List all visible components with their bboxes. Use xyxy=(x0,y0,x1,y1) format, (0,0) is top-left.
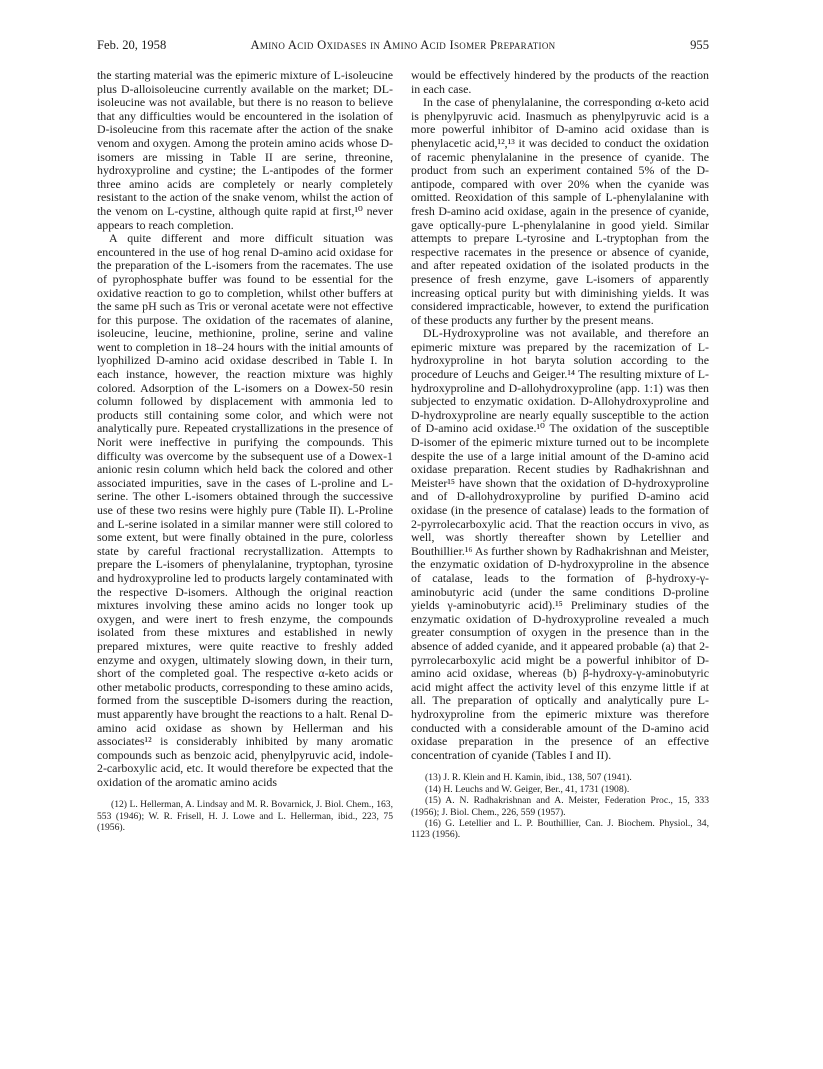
right-column xyxy=(411,69,709,841)
left-column xyxy=(97,69,393,834)
running-header xyxy=(97,38,709,56)
paragraph: DL-Hydroxyproline was not available, and therefore an epimeric mixture was prepared by the racemization of L-hydroxyproline in hot baryta solution according to the procedure of Leuchs and Geiger.¹⁴ The resulting mixture of L-hydroxyproline and D-allohydroxyproline (app. 1:1) was then subjected to enzymatic oxidation. D-Allohydroxyproline and D-hydroxyproline are nearly equally susceptible to the action of D-amino acid oxidase.¹⁰ The oxidation of the susceptible D-isomer of the epimeric mixture turned out to be incomplete despite the use of a large initial amount of the D-amino acid oxidase preparation. Recent studies by Radhakrishnan and Meister¹⁵ have shown that the oxidation of D-hydroxyproline and of D-allohydroxyproline by purified D-amino acid oxidase (in the presence of catalase) leads to the formation of 2-pyrrolecarboxylic acid. That the reaction occurs in vivo, as well, was shortly thereafter shown by Letellier and Bouthillier.¹⁶ As further shown by Radhakrishnan and Meister, the enzymatic oxidation of D-hydroxyproline in the absence of catalase, leads to the formation of β-hydroxy-γ-aminobutyric acid (under the same conditions D-proline yields γ-aminobutyric acid).¹⁵ Preliminary studies of the enzymatic oxidation of D-hydroxyproline revealed a much greater consumption of oxygen in the presence than in the absence of added cyanide, and it appeared probable (a) that 2-pyrrolecarboxylic acid might be a powerful inhibitor of D-amino acid oxidase, whereas (b) β-hydroxy-γ-aminobutyric acid might affect the activity level of this enzyme little if at all. The preparation of optically and analytically pure L-hydroxyproline from the epimeric mixture was therefore conducted with a considerable amount of the D-amino acid oxidase preparation in the presence of an effective concentration of cyanide (Tables I and II). xyxy=(411,326,709,762)
footnote: (13) J. R. Klein and H. Kamin, ibid., 138, 507 (1941). xyxy=(425,772,632,784)
footnotes xyxy=(411,772,709,840)
footnote: (14) H. Leuchs and W. Geiger, Ber., 41, 1731 (1908). xyxy=(425,783,630,795)
footnote: (16) G. Letellier and L. P. Bouthillier, Can. J. Biochem. Physiol., 34, 1123 (1956). xyxy=(411,817,709,841)
paragraph: A quite different and more difficult situation was encountered in the use of hog renal D-amino acid oxidase for the preparation of the L-isomers from the racemates. The use of pyrophosphate buffer was found to be essential for the oxidative reaction to go to completion, whilst other buffers at the same pH such as Tris or veronal acetate were not effective for this purpose. The oxidation of the racemates of alanine, isoleucine, leucine, methionine, proline, serine and valine went to completion in 18–24 hours with the initial amounts of lyophilized D-amino acid oxidase described in Table I. In each instance, however, the reaction mixture was highly colored. Adsorption of the L-isomers on a Dowex-50 resin column followed by displacement with ammonia led to products still containing some color, and which were not analytically pure. Repeated crystallizations in the presence of Norit were ineffective in purifying the compounds. This difficulty was overcome by the subsequent use of a Dowex-1 anionic resin column which held back the colored and other associated impurities, save in the cases of L-proline and L-serine. The other L-isomers obtained through the successive use of these two resins were highly pure (Table II). L-Proline and L-serine isolated in a similar manner were still colored to some extent, but were finally obtained in the pure, colorless state by careful fractional recrystallization. Attempts to prepare the L-isomers of phenylalanine, tryptophan, tyrosine and hydroxyproline led to products largely contaminated with the respective D-isomers. Although the original reaction mixtures involving these amino acids no longer took up oxygen, and were inert to fresh enzyme, the compounds isolated from these mixtures and established in newly prepared mixtures, were quite reactive to freshly added enzyme and oxygen, ultimately slowing down, in their turn, short of the completed goal. The respective α-keto acids or other metabolic products, corresponding to these amino acids, formed from the susceptible D-isomers during the reaction, must apparently have brought the reactions to a halt. Renal D-amino acid oxidase as shown by Hellerman and his associates¹² is considerably inhibited by many aromatic compounds such as benzoic acid, phenylpyruvic acid, indole-2-carboxylic acid, etc. It would therefore be expected that the oxidation of the aromatic amino acids xyxy=(97,231,393,789)
footnotes xyxy=(97,799,393,833)
page-number: 955 xyxy=(690,38,709,52)
paragraph: would be effectively hindered by the products of the reaction in each case. xyxy=(411,68,709,96)
header-title: Amino Acid Oxidases in Amino Acid Isomer Preparation xyxy=(250,38,556,52)
footnote: (15) A. N. Radhakrishnan and A. Meister, Federation Proc., 15, 333 (1956); J. Biol. Chem., 226, 559 (1957). xyxy=(411,795,709,818)
footnote: (12) L. Hellerman, A. Lindsay and M. R. Bovarnick, J. Biol. Chem., 163, 553 (1946); W. R. Frisell, H. J. Lowe and L. Hellerman, ibid., 223, 75 (1956). xyxy=(97,799,393,834)
paragraph: In the case of phenylalanine, the corresponding α-keto acid is phenylpyruvic acid. Inasmuch as phenylpyruvic acid is a more powerful inhibitor of D-amino acid oxidase than is phenylacetic acid,¹²,¹³ it was decided to conduct the oxidation of racemic phenylalanine in the presence of cyanide. The product from such an experiment contained 5% of the D-antipode, compared with over 20% when the cyanide was omitted. Reoxidation of this sample of L-phenylalanine with fresh D-amino acid oxidase, again in the presence of cyanide, gave optically-pure L-phenylalanine in good yield. Similar attempts to prepare L-tyrosine and L-tryptophan from the respective racemates in the presence or absence of cyanide, and after repeated oxidation of the isolated products in the presence of fresh enzyme, gave L-isomers of apparently increasing optical purity but with diminishing yields. It was considered impracticable, however, to extend the purification of these products any further by the present means. xyxy=(411,95,709,327)
header-date: Feb. 20, 1958 xyxy=(97,38,167,52)
paragraph: the starting material was the epimeric mixture of L-isoleucine plus D-alloisoleucine currently available on the market; DL-isoleucine was not available, but there is no reason to believe that any difficulties would be encountered in the isolation of D-isoleucine from this racemate after the action of the snake venom and oxygen. Among the protein amino acids whose D-isomers are missing in Table II are serine, threonine, hydroxyproline and cystine; the L-antipodes of the former three amino acids are completely or nearly completely resistant to the action of the snake venom, whilst the action of the venom on L-cystine, although quite rapid at first,¹⁰ never appears to reach completion. xyxy=(97,68,393,232)
